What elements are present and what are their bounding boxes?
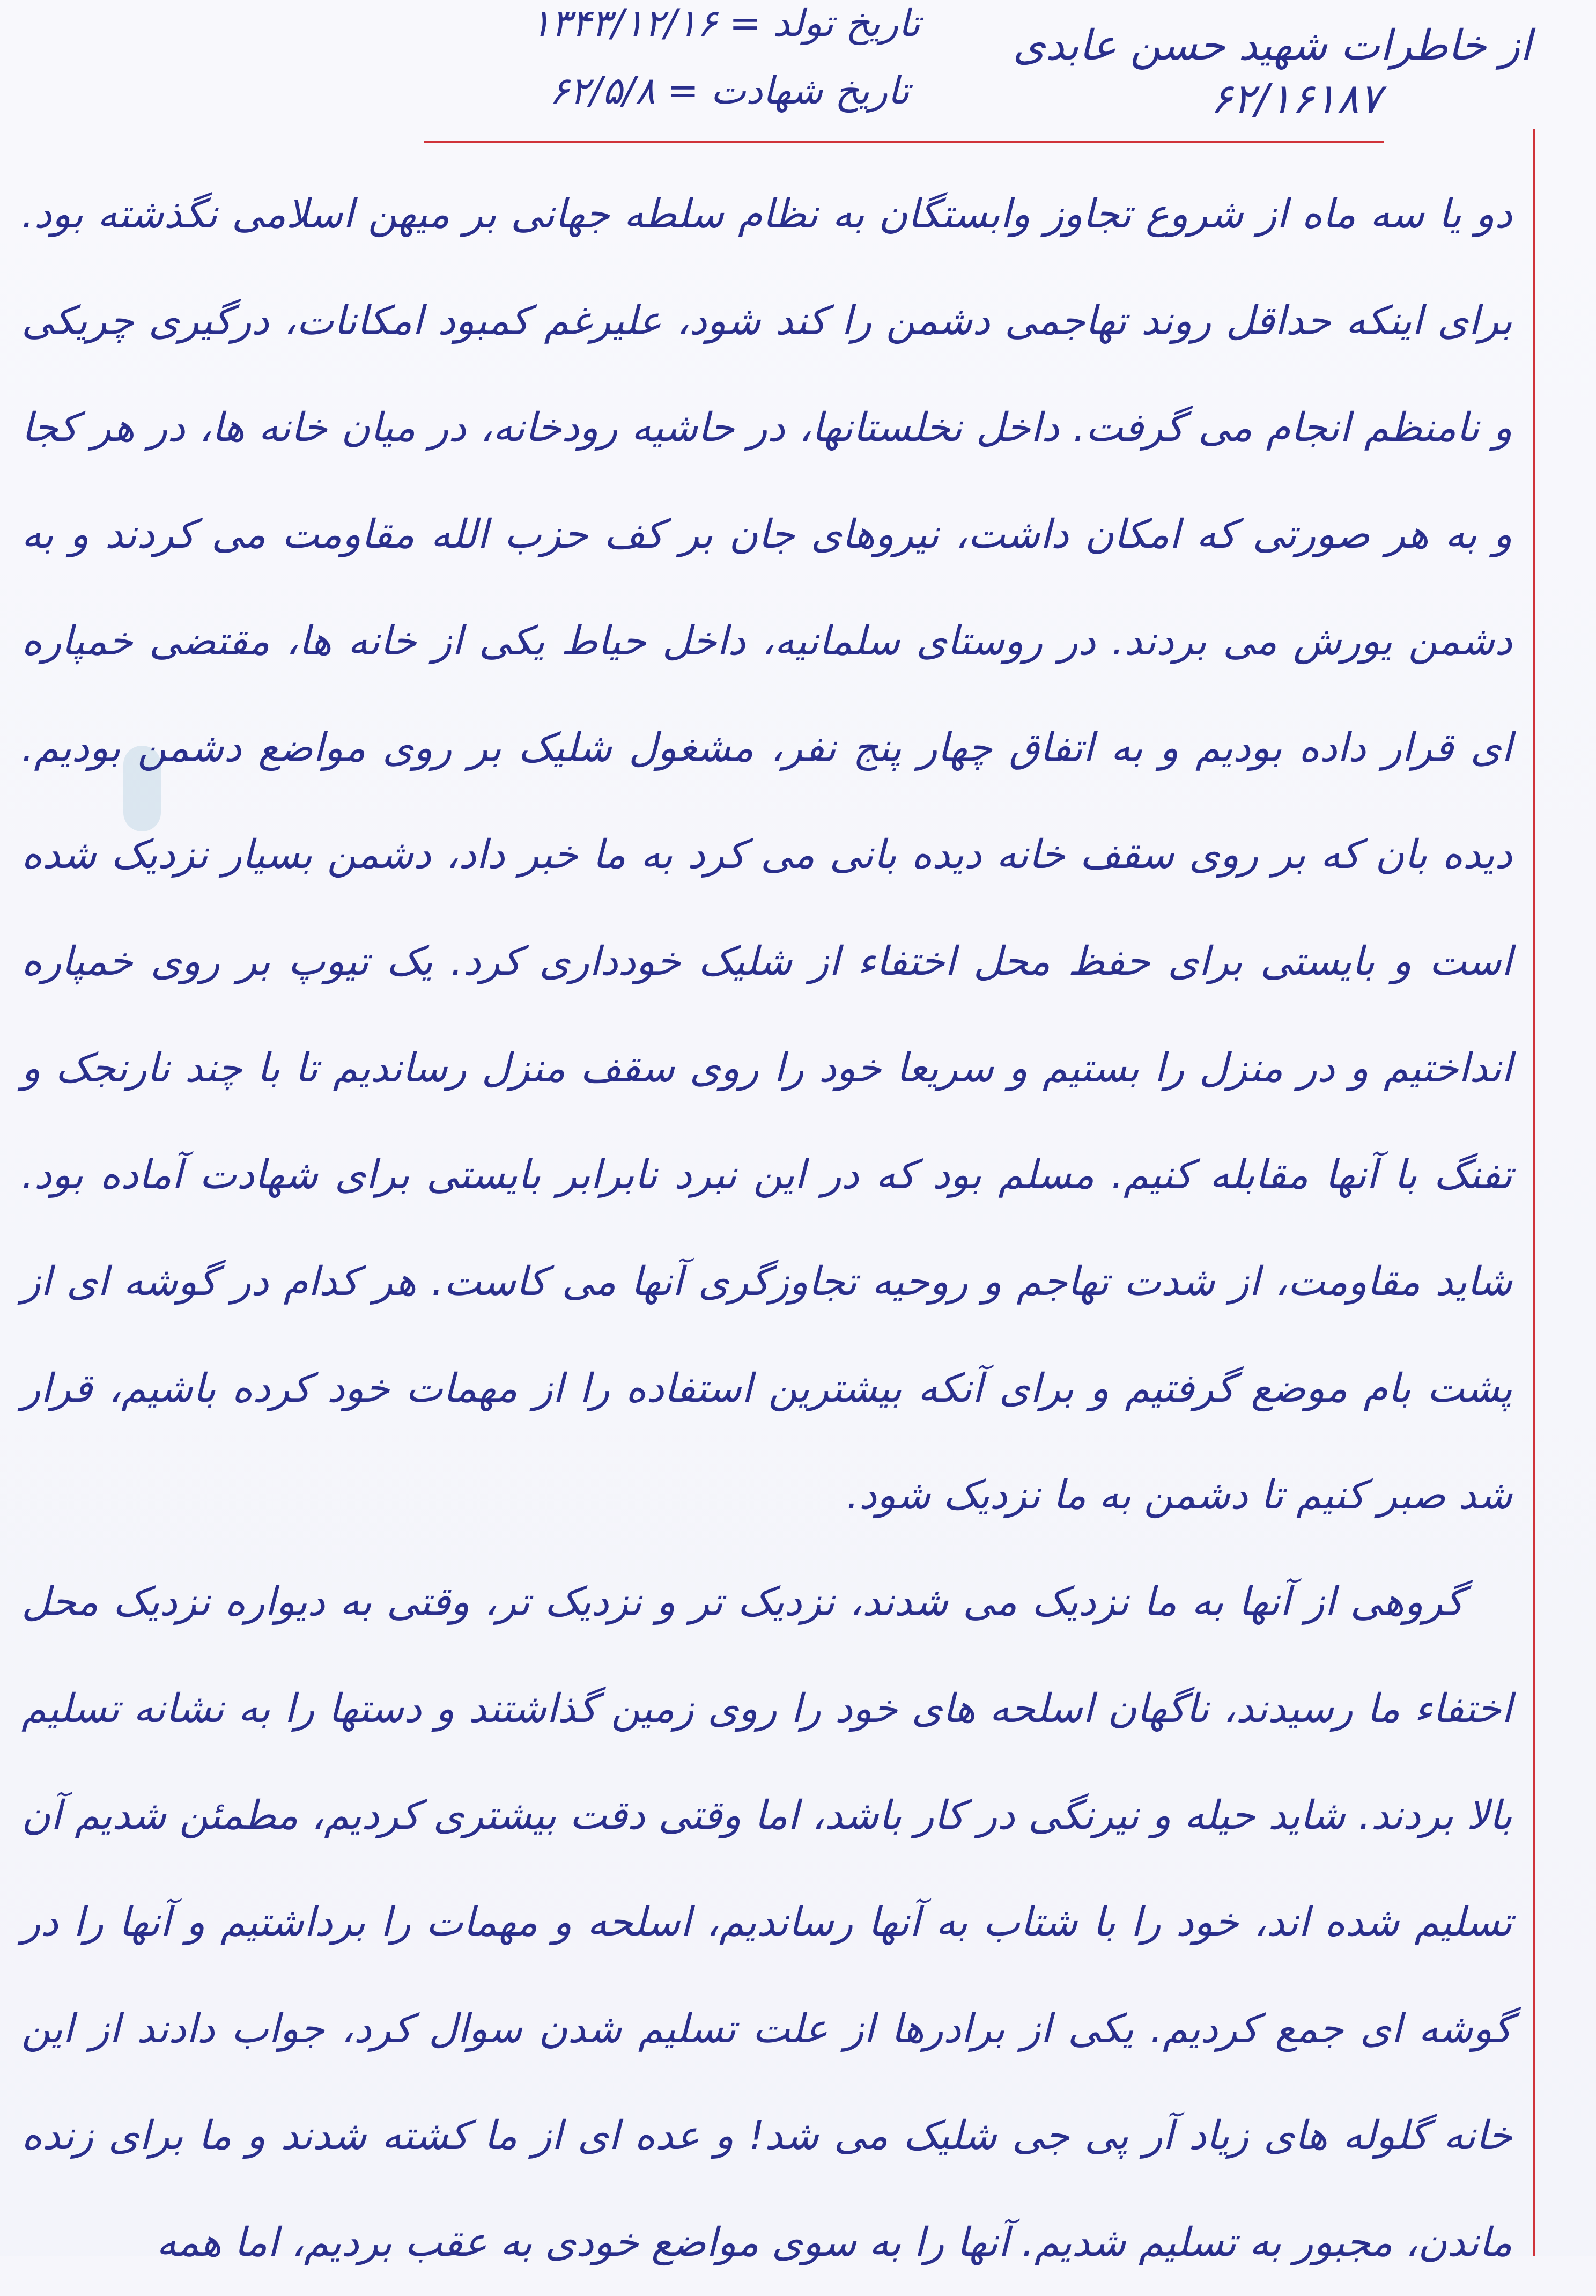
- paragraph-2: گروهی از آنها به ما نزدیک می شدند، نزدیک تر و نزدیک تر، وقتی به دیواره نزدیک محل اختفاء ما رسیدند، ناگهان اسلحه های خود را روی زمین گذاشتند و دستها را به نشانه تسلیم بالا بردند. شاید حیله و نیرنگی در کار باشد، اما وقتی دقت بیشتری کردیم، مطمئن شدیم آن تسلیم شده اند، خود را با شتاب به آنها رساندیم، اسلحه و مهمات را برداشتیم و آنها را در گوشه ای جمع کردیم. یکی از برادرها از علت تسلیم شدن سوال کرد، جواب دادند از این خانه گلوله های زیاد آر پی جی شلیک می شد! و عده ای از ما کشته شدند و ما برای زنده ماندن، مجبور به تسلیم شدیم. آنها را به سوی مواضع خودی به عقب بردیم، اما همه: [21, 1579, 1512, 2265]
- red-margin-line-right: [1533, 129, 1535, 2256]
- red-margin-line-top: [424, 141, 1384, 143]
- paragraph-1: دو یا سه ماه از شروع تجاوز وابستگان به نظام سلطه جهانی بر میهن اسلامی نگذشته بود. برای اینکه حداقل روند تهاجمی دشمن را کند شود، علیرغم کمبود امکانات، درگیری چریکی و نامنظم انجام می گرفت. داخل نخلستانها، در حاشیه رودخانه، در میان خانه ها، در هر کجا و به هر صورتی که امکان داشت، نیروهای جان بر کف حزب الله مقاومت می کردند و به دشمن یورش می بردند. در روستای سلمانیه، داخل حیاط یکی از خانه ها، مقتضی خمپاره ای قرار داده بودیم و به اتفاق چهار پنج نفر، مشغول شلیک بر روی مواضع دشمن بودیم. دیده بان که بر روی سقف خانه دیده بانی می کرد به ما خبر داد، دشمن بسیار نزدیک شده است و بایستی برای حفظ محل اختفاء از شلیک خودداری کرد. یک تیوپ بر روی خمپاره انداختیم و در منزل را بستیم و سریعا خود را روی سقف منزل رساندیم تا با چند نارنجک و تفنگ با آنها مقابله کنیم. مسلم بود که در این نبرد نابرابر بایستی برای شهادت آماده بود. شاید مقاومت، از شدت تهاجم و روحیه تجاوزگری آنها می کاست. هر کدام در گوشه ای از پشت بام موضع گرفتیم و برای آنکه بیشترین استفاده را از مهمات خود کرده باشیم، قرار شد صبر کنیم تا دشمن به ما نزدیک شود.: [21, 191, 1513, 1518]
- birth-date: تاریخ تولد = ۱۳۴۳/۱۲/۱۶: [530, 1, 920, 45]
- martyrdom-date: تاریخ شهادت = ۶۲/۵/۸: [549, 69, 910, 113]
- memoir-title: از خاطرات شهید حسن عابدی: [1013, 21, 1532, 70]
- memoir-body: [21, 161, 1512, 2296]
- document-serial-number: ۶۲/۱۶۱۸۷: [1210, 75, 1381, 123]
